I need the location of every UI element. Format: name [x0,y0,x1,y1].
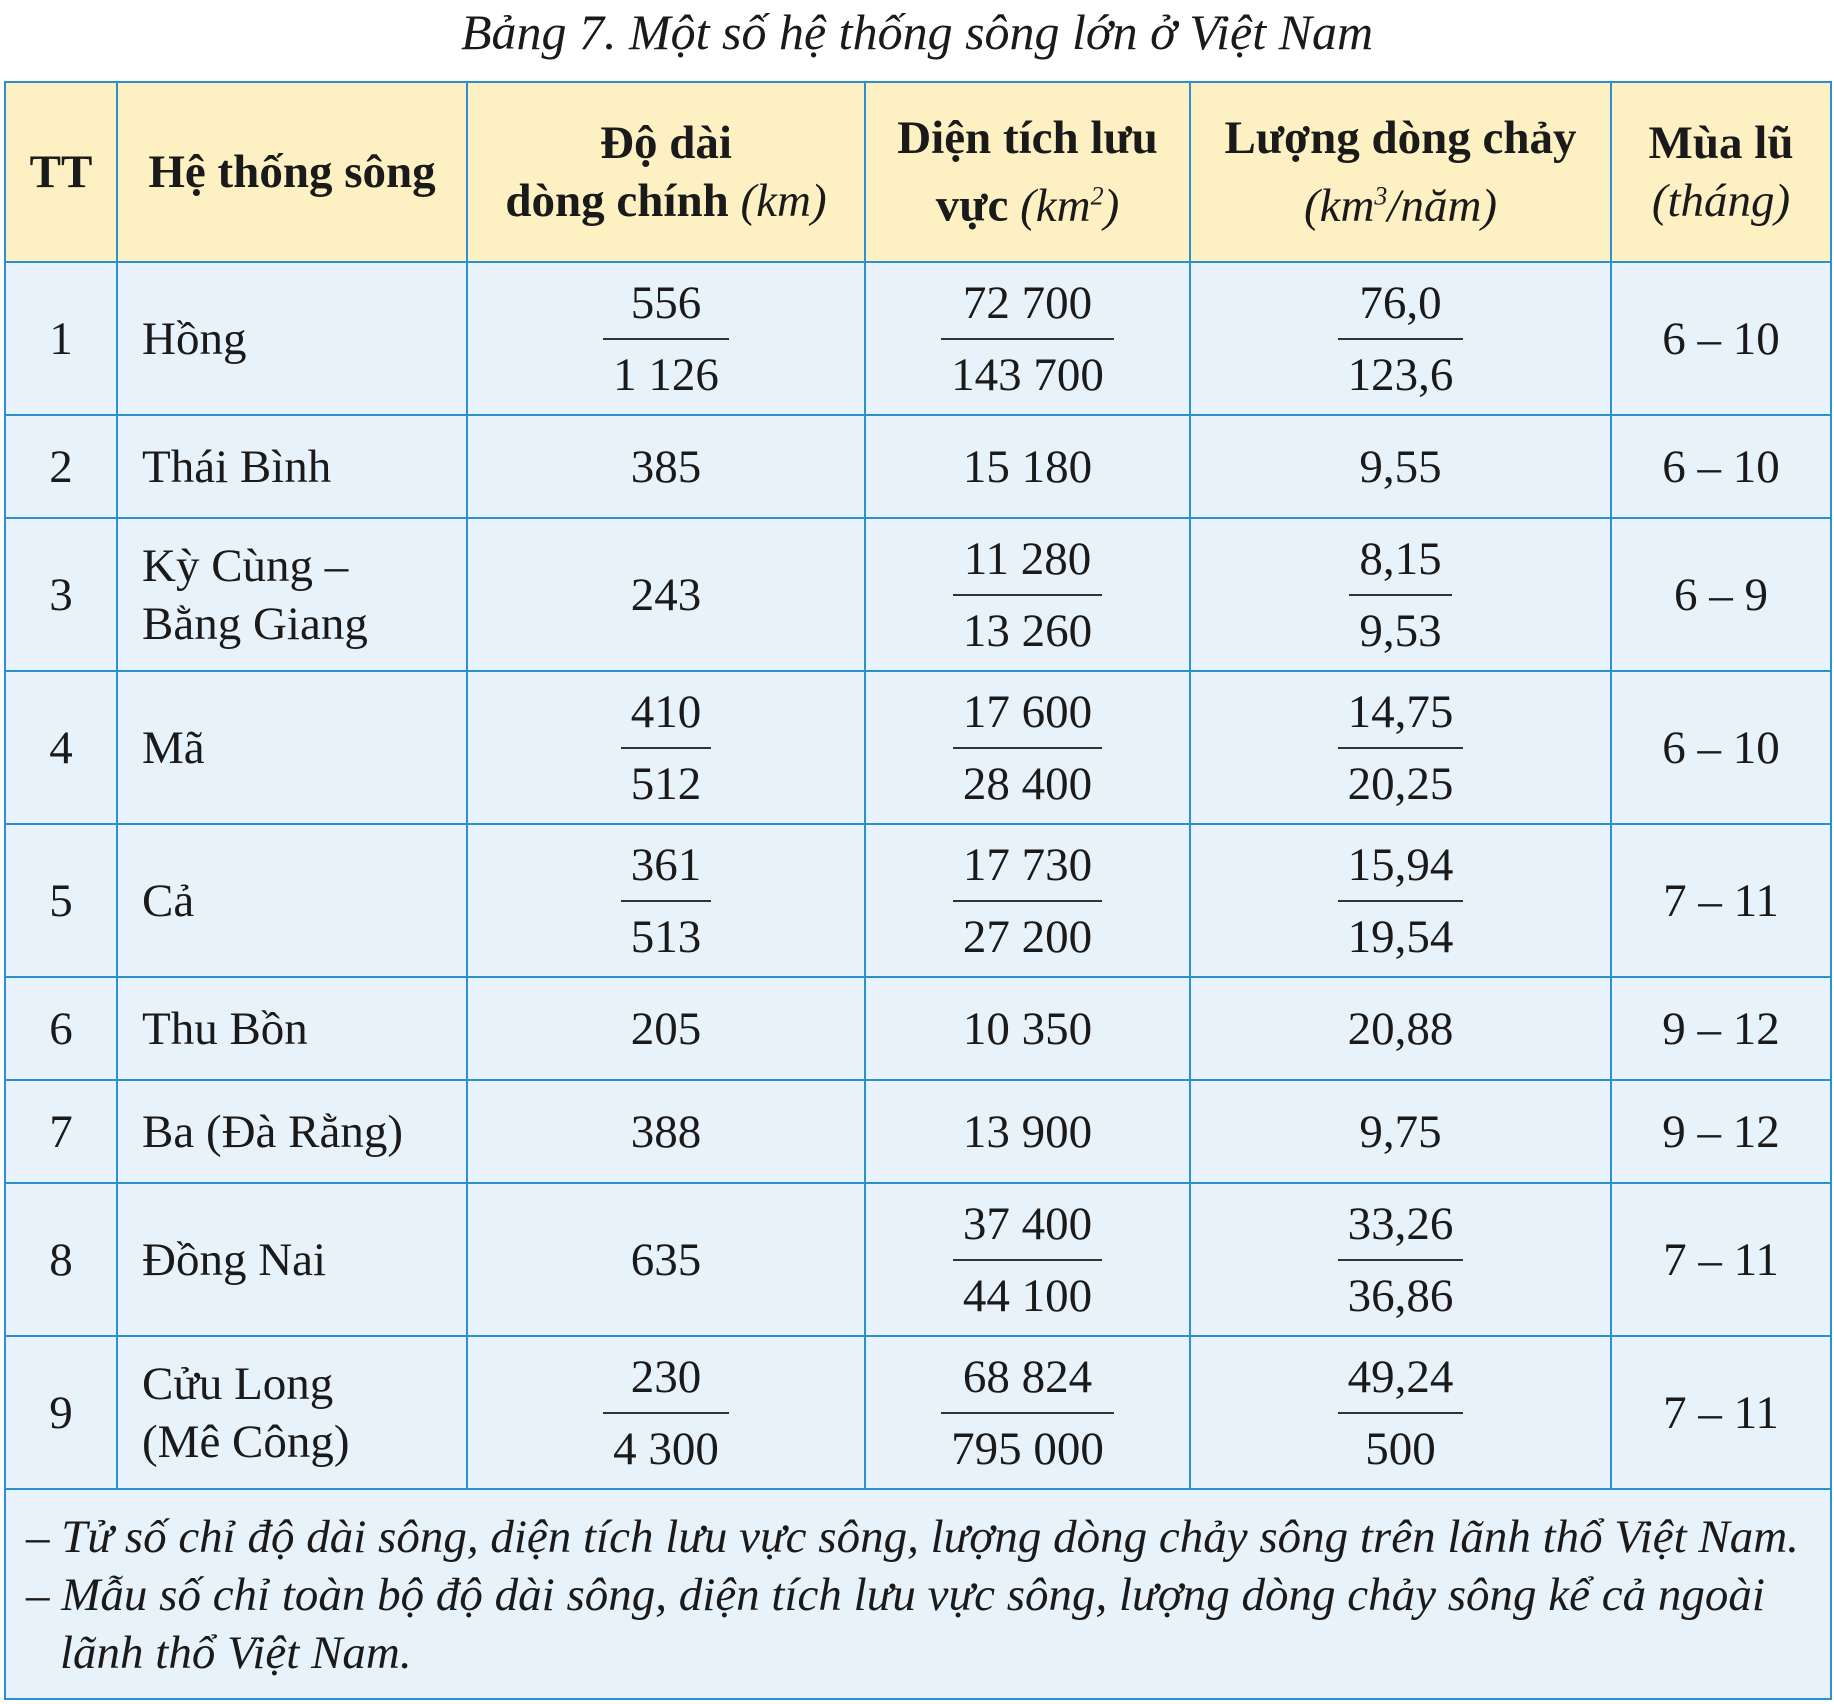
notes-row [5,1489,1831,1699]
header-flood-unit: (tháng) [1651,175,1791,227]
river-systems-table [4,81,1832,1700]
note-denominator: – Mẫu số chỉ toàn bộ độ dài sông, diện tích lưu vực sông, lượng dòng chảy sông kể cả ngoài lãnh thổ Việt Nam. [26,1569,1765,1679]
cell-flow: $\frac{33,26}{36,86}$ [1190,1183,1611,1336]
cell-area: 15 180 [865,415,1190,518]
header-flow [1190,82,1611,262]
header-area-line1: Diện tích lưu [897,112,1158,165]
cell-flow: 20,88 [1190,977,1611,1080]
cell-river-name: Cả [117,824,467,977]
cell-tt: 2 [5,415,117,518]
cell-flood-season: 7 – 11 [1611,1183,1831,1336]
header-area-line2: vực [935,179,1009,232]
cell-flow: $\frac{8,15}{9,53}$ [1190,518,1611,671]
cell-river-name: Hồng [117,262,467,415]
cell-area: 10 350 [865,977,1190,1080]
cell-flood-season: 6 – 9 [1611,518,1831,671]
header-tt: TT [5,82,117,262]
table-row [5,1336,1831,1489]
table-row [5,518,1831,671]
cell-area: 13 900 [865,1080,1190,1183]
cell-area: $\frac{11 280}{13 260}$ [865,518,1190,671]
cell-area: $\frac{68 824}{795 000}$ [865,1336,1190,1489]
cell-area: $\frac{72 700}{143 700}$ [865,262,1190,415]
cell-flow: 9,75 [1190,1080,1611,1183]
cell-flood-season: 6 – 10 [1611,671,1831,824]
header-river-system: Hệ thống sông [117,82,467,262]
header-basin-area [865,82,1190,262]
cell-tt: 4 [5,671,117,824]
table-row [5,1183,1831,1336]
cell-tt: 8 [5,1183,117,1336]
header-flow-unit: $(km^3/năm)$ [1303,179,1498,232]
table-row [5,671,1831,824]
cell-flow: $\frac{14,75}{20,25}$ [1190,671,1611,824]
cell-flood-season: 6 – 10 [1611,415,1831,518]
table-row [5,824,1831,977]
table-row [5,262,1831,415]
header-row [5,82,1831,262]
header-length-line1: Độ dài [600,117,732,169]
header-length-unit: (km) [740,175,827,227]
table-row [5,977,1831,1080]
cell-flow: 9,55 [1190,415,1611,518]
cell-tt: 3 [5,518,117,671]
cell-river-name: Mã [117,671,467,824]
cell-length: $\frac{361}{513}$ [467,824,865,977]
cell-tt: 9 [5,1336,117,1489]
cell-river-name: Thu Bồn [117,977,467,1080]
table-caption: Bảng 7. Một số hệ thống sông lớn ở Việt Nam [460,4,1374,60]
note-numerator: – Tử số chỉ độ dài sông, diện tích lưu vực sông, lượng dòng chảy sông trên lãnh thổ Việt Nam. [26,1511,1799,1563]
header-flood-line1: Mùa lũ [1648,117,1794,169]
cell-river-name: Ba (Đà Rằng) [117,1080,467,1183]
cell-length: $\frac{230}{4 300}$ [467,1336,865,1489]
header-flow-line1: Lượng dòng chảy [1224,112,1577,165]
cell-flood-season: 9 – 12 [1611,1080,1831,1183]
cell-area: $\frac{17 600}{28 400}$ [865,671,1190,824]
cell-area: $\frac{17 730}{27 200}$ [865,824,1190,977]
cell-flow: $\frac{76,0}{123,6}$ [1190,262,1611,415]
cell-length: 388 [467,1080,865,1183]
cell-flood-season: 6 – 10 [1611,262,1831,415]
cell-area: $\frac{37 400}{44 100}$ [865,1183,1190,1336]
cell-flood-season: 9 – 12 [1611,977,1831,1080]
cell-length: $\frac{556}{1 126}$ [467,262,865,415]
cell-flood-season: 7 – 11 [1611,1336,1831,1489]
cell-river-name: Kỳ Cùng – Bằng Giang [117,518,467,671]
cell-flow: $\frac{15,94}{19,54}$ [1190,824,1611,977]
table-row [5,415,1831,518]
cell-river-name: Thái Bình [117,415,467,518]
table-row [5,1080,1831,1183]
cell-tt: 5 [5,824,117,977]
cell-tt: 6 [5,977,117,1080]
cell-length: 205 [467,977,865,1080]
cell-river-name: Đồng Nai [117,1183,467,1336]
cell-tt: 1 [5,262,117,415]
cell-tt: 7 [5,1080,117,1183]
cell-length: $\frac{410}{512}$ [467,671,865,824]
header-length-line2: dòng chính [505,175,729,227]
header-flood-season [1611,82,1831,262]
table-notes [5,1489,1831,1699]
header-length [467,82,865,262]
cell-river-name: Cửu Long (Mê Công) [117,1336,467,1489]
cell-length: 243 [467,518,865,671]
header-area-unit: $(km^2)$ [1020,179,1120,232]
cell-length: 385 [467,415,865,518]
cell-length: 635 [467,1183,865,1336]
cell-flow: $\frac{49,24}{500}$ [1190,1336,1611,1489]
cell-flood-season: 7 – 11 [1611,824,1831,977]
